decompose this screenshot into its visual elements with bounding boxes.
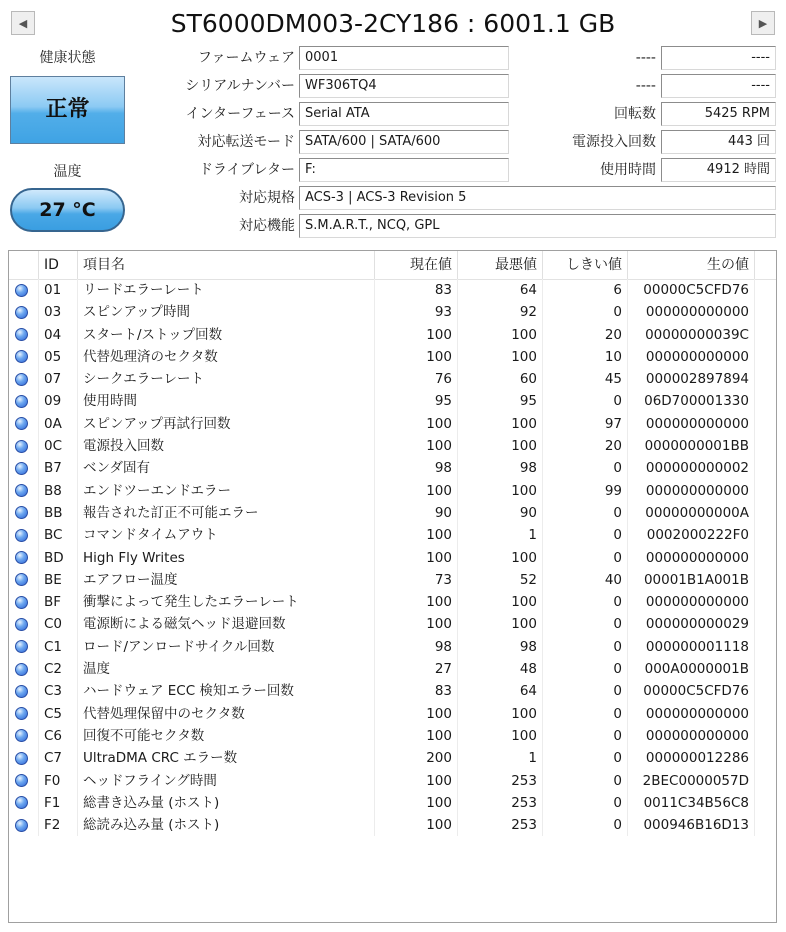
- features-label: 対応機能: [239, 218, 295, 234]
- table-row[interactable]: [9, 301, 776, 323]
- threshold-value-cell: 0: [543, 636, 628, 658]
- status-good-icon: [15, 373, 28, 386]
- health-status-button[interactable]: 正常: [10, 76, 125, 144]
- status-good-icon: [15, 819, 28, 832]
- current-value-cell: 83: [375, 279, 458, 301]
- raw-value-cell: 000000000000: [628, 591, 755, 613]
- current-value-cell: 98: [375, 636, 458, 658]
- header-current[interactable]: 現在値: [375, 251, 458, 279]
- table-row[interactable]: [9, 457, 776, 479]
- status-cell: [9, 346, 39, 368]
- status-cell: [9, 770, 39, 792]
- threshold-value-cell: 0: [543, 703, 628, 725]
- threshold-value-cell: 10: [543, 346, 628, 368]
- raw-value-cell: 000000001118: [628, 636, 755, 658]
- current-value-cell: 83: [375, 680, 458, 702]
- current-value-cell: 100: [375, 814, 458, 836]
- worst-value-cell: 100: [458, 613, 543, 635]
- attribute-name-cell: 代替処理済のセクタ数: [78, 346, 375, 368]
- current-value-cell: 100: [375, 792, 458, 814]
- status-cell: [9, 814, 39, 836]
- current-value-cell: 73: [375, 569, 458, 591]
- worst-value-cell: 100: [458, 591, 543, 613]
- id-cell: F1: [39, 792, 78, 814]
- threshold-value-cell: 0: [543, 301, 628, 323]
- table-row[interactable]: [9, 770, 776, 792]
- attribute-name-cell: エアフロー温度: [78, 569, 375, 591]
- worst-value-cell: 100: [458, 703, 543, 725]
- table-row[interactable]: [9, 346, 776, 368]
- power-on-count-label: 電源投入回数: [572, 134, 656, 150]
- right-arrow-icon: ▶: [758, 16, 768, 30]
- header-worst[interactable]: 最悪値: [458, 251, 543, 279]
- id-cell: C6: [39, 725, 78, 747]
- threshold-value-cell: 0: [543, 814, 628, 836]
- worst-value-cell: 100: [458, 547, 543, 569]
- current-value-cell: 100: [375, 770, 458, 792]
- attribute-name-cell: 代替処理保留中のセクタ数: [78, 703, 375, 725]
- id-cell: C2: [39, 658, 78, 680]
- current-value-cell: 100: [375, 524, 458, 546]
- id-cell: C0: [39, 613, 78, 635]
- temperature-label: 温度: [53, 164, 82, 180]
- threshold-value-cell: 0: [543, 658, 628, 680]
- attribute-name-cell: シークエラーレート: [78, 368, 375, 390]
- threshold-value-cell: 0: [543, 725, 628, 747]
- id-cell: 05: [39, 346, 78, 368]
- status-good-icon: [15, 707, 28, 720]
- transfer-mode-label: 対応転送モード: [197, 134, 295, 150]
- rotation-rate-label: 回転数: [614, 106, 656, 122]
- status-good-icon: [15, 752, 28, 765]
- power-on-count-field: 443 回: [661, 130, 776, 154]
- worst-value-cell: 52: [458, 569, 543, 591]
- worst-value-cell: 100: [458, 413, 543, 435]
- attribute-name-cell: リードエラーレート: [78, 279, 375, 301]
- table-row[interactable]: [9, 636, 776, 658]
- attribute-name-cell: 衝撃によって発生したエラーレート: [78, 591, 375, 613]
- serial-label: シリアルナンバー: [185, 78, 295, 94]
- raw-value-cell: 2BEC0000057D: [628, 770, 755, 792]
- raw-value-cell: 000000000000: [628, 301, 755, 323]
- threshold-value-cell: 0: [543, 390, 628, 412]
- worst-value-cell: 100: [458, 435, 543, 457]
- raw-value-cell: 00000C5CFD76: [628, 279, 755, 301]
- current-value-cell: 100: [375, 324, 458, 346]
- worst-value-cell: 60: [458, 368, 543, 390]
- threshold-value-cell: 0: [543, 591, 628, 613]
- status-good-icon: [15, 529, 28, 542]
- threshold-value-cell: 0: [543, 613, 628, 635]
- status-good-icon: [15, 663, 28, 676]
- id-cell: 0C: [39, 435, 78, 457]
- table-row[interactable]: [9, 814, 776, 836]
- status-good-icon: [15, 796, 28, 809]
- attribute-name-cell: UltraDMA CRC エラー数: [78, 747, 375, 769]
- id-cell: C3: [39, 680, 78, 702]
- status-cell: [9, 413, 39, 435]
- id-cell: BD: [39, 547, 78, 569]
- rotation-rate-field: 5425 RPM: [661, 102, 776, 126]
- raw-value-cell: 000000000000: [628, 413, 755, 435]
- status-good-icon: [15, 440, 28, 453]
- current-value-cell: 100: [375, 613, 458, 635]
- status-good-icon: [15, 729, 28, 742]
- attribute-name-cell: 電源投入回数: [78, 435, 375, 457]
- worst-value-cell: 1: [458, 747, 543, 769]
- table-row[interactable]: [9, 613, 776, 635]
- table-body: [9, 279, 776, 836]
- threshold-value-cell: 0: [543, 502, 628, 524]
- attribute-name-cell: ロード/アンロードサイクル回数: [78, 636, 375, 658]
- threshold-value-cell: 97: [543, 413, 628, 435]
- raw-value-cell: 0000000001BB: [628, 435, 755, 457]
- current-value-cell: 100: [375, 591, 458, 613]
- worst-value-cell: 90: [458, 502, 543, 524]
- raw-value-cell: 00000C5CFD76: [628, 680, 755, 702]
- worst-value-cell: 253: [458, 770, 543, 792]
- current-value-cell: 100: [375, 703, 458, 725]
- current-value-cell: 100: [375, 725, 458, 747]
- worst-value-cell: 100: [458, 725, 543, 747]
- transfer-mode-field: SATA/600 | SATA/600: [299, 130, 509, 154]
- raw-value-cell: 000000012286: [628, 747, 755, 769]
- status-cell: [9, 591, 39, 613]
- threshold-value-cell: 20: [543, 435, 628, 457]
- attribute-name-cell: 温度: [78, 658, 375, 680]
- raw-value-cell: 000000000000: [628, 703, 755, 725]
- attribute-name-cell: ハードウェア ECC 検知エラー回数: [78, 680, 375, 702]
- status-cell: [9, 502, 39, 524]
- table-row[interactable]: [9, 703, 776, 725]
- id-cell: C1: [39, 636, 78, 658]
- threshold-value-cell: 99: [543, 480, 628, 502]
- worst-value-cell: 92: [458, 301, 543, 323]
- status-cell: [9, 279, 39, 301]
- attribute-name-cell: 電源断による磁気ヘッド退避回数: [78, 613, 375, 635]
- status-cell: [9, 658, 39, 680]
- current-value-cell: 100: [375, 413, 458, 435]
- status-cell: [9, 636, 39, 658]
- attribute-name-cell: 使用時間: [78, 390, 375, 412]
- serial-field[interactable]: WF306TQ4: [299, 74, 509, 98]
- table-row[interactable]: [9, 502, 776, 524]
- raw-value-cell: 0011C34B56C8: [628, 792, 755, 814]
- drive-letter-field: F:: [299, 158, 509, 182]
- header-id[interactable]: ID: [39, 251, 78, 279]
- status-good-icon: [15, 484, 28, 497]
- worst-value-cell: 95: [458, 390, 543, 412]
- table-row[interactable]: [9, 324, 776, 346]
- attribute-name-cell: コマンドタイムアウト: [78, 524, 375, 546]
- drive-letter-label: ドライブレター: [198, 162, 295, 178]
- id-cell: B8: [39, 480, 78, 502]
- id-cell: C5: [39, 703, 78, 725]
- threshold-value-cell: 20: [543, 324, 628, 346]
- status-cell: [9, 457, 39, 479]
- raw-value-cell: 000000000002: [628, 457, 755, 479]
- status-cell: [9, 703, 39, 725]
- firmware-label: ファームウェア: [197, 50, 295, 66]
- worst-value-cell: 48: [458, 658, 543, 680]
- status-good-icon: [15, 551, 28, 564]
- header-attribute-name[interactable]: 項目名: [78, 251, 375, 279]
- table-header: [9, 251, 776, 280]
- worst-value-cell: 98: [458, 636, 543, 658]
- table-row[interactable]: [9, 480, 776, 502]
- status-good-icon: [15, 328, 28, 341]
- table-row[interactable]: [9, 680, 776, 702]
- status-good-icon: [15, 685, 28, 698]
- status-cell: [9, 480, 39, 502]
- id-cell: F2: [39, 814, 78, 836]
- power-on-hours-label: 使用時間: [600, 162, 656, 178]
- table-row[interactable]: [9, 725, 776, 747]
- current-value-cell: 100: [375, 547, 458, 569]
- smart-attributes-table[interactable]: [8, 250, 777, 923]
- status-good-icon: [15, 596, 28, 609]
- raw-value-cell: 06D700001330: [628, 390, 755, 412]
- attribute-name-cell: スタート/ストップ回数: [78, 324, 375, 346]
- table-row[interactable]: [9, 792, 776, 814]
- current-value-cell: 90: [375, 502, 458, 524]
- attribute-name-cell: 報告された訂正不可能エラー: [78, 502, 375, 524]
- id-cell: 09: [39, 390, 78, 412]
- status-good-icon: [15, 573, 28, 586]
- table-row[interactable]: [9, 591, 776, 613]
- raw-value-cell: 0002000222F0: [628, 524, 755, 546]
- status-good-icon: [15, 506, 28, 519]
- status-good-icon: [15, 395, 28, 408]
- status-cell: [9, 680, 39, 702]
- raw-value-cell: 000000000000: [628, 480, 755, 502]
- id-cell: BF: [39, 591, 78, 613]
- worst-value-cell: 64: [458, 279, 543, 301]
- power-on-hours-field: 4912 時間: [661, 158, 776, 182]
- interface-label: インターフェース: [185, 106, 295, 122]
- header-status[interactable]: [9, 251, 39, 279]
- right-info-1-label: ----: [635, 50, 656, 66]
- status-cell: [9, 547, 39, 569]
- id-cell: 01: [39, 279, 78, 301]
- raw-value-cell: 000A0000001B: [628, 658, 755, 680]
- table-row[interactable]: [9, 279, 776, 301]
- id-cell: 04: [39, 324, 78, 346]
- interface-field: Serial ATA: [299, 102, 509, 126]
- right-info-2-label: ----: [635, 78, 656, 94]
- status-good-icon: [15, 618, 28, 631]
- status-good-icon: [15, 284, 28, 297]
- current-value-cell: 100: [375, 346, 458, 368]
- status-cell: [9, 368, 39, 390]
- worst-value-cell: 253: [458, 792, 543, 814]
- worst-value-cell: 253: [458, 814, 543, 836]
- health-label: 健康状態: [39, 50, 96, 66]
- raw-value-cell: 000946B16D13: [628, 814, 755, 836]
- status-cell: [9, 301, 39, 323]
- table-row[interactable]: [9, 524, 776, 546]
- status-good-icon: [15, 774, 28, 787]
- attribute-name-cell: 総書き込み量 (ホスト): [78, 792, 375, 814]
- attribute-name-cell: 総読み込み量 (ホスト): [78, 814, 375, 836]
- table-row[interactable]: [9, 569, 776, 591]
- attribute-name-cell: 回復不可能セクタ数: [78, 725, 375, 747]
- header-threshold[interactable]: しきい値: [543, 251, 628, 279]
- threshold-value-cell: 0: [543, 680, 628, 702]
- threshold-value-cell: 45: [543, 368, 628, 390]
- left-arrow-icon: ◀: [18, 16, 28, 30]
- status-cell: [9, 524, 39, 546]
- id-cell: B7: [39, 457, 78, 479]
- raw-value-cell: 00001B1A001B: [628, 569, 755, 591]
- id-cell: BC: [39, 524, 78, 546]
- right-info-2-field: ----: [661, 74, 776, 98]
- table-row[interactable]: [9, 390, 776, 412]
- standard-field: ACS-3 | ACS-3 Revision 5: [299, 186, 776, 210]
- disk-title: ST6000DM003-2CY186 : 6001.1 GB: [170, 9, 616, 38]
- worst-value-cell: 100: [458, 324, 543, 346]
- attribute-name-cell: ヘッドフライング時間: [78, 770, 375, 792]
- raw-value-cell: 000002897894: [628, 368, 755, 390]
- raw-value-cell: 00000000000A: [628, 502, 755, 524]
- status-cell: [9, 569, 39, 591]
- worst-value-cell: 100: [458, 346, 543, 368]
- status-cell: [9, 747, 39, 769]
- current-value-cell: 200: [375, 747, 458, 769]
- threshold-value-cell: 0: [543, 792, 628, 814]
- threshold-value-cell: 0: [543, 457, 628, 479]
- status-cell: [9, 390, 39, 412]
- id-cell: 07: [39, 368, 78, 390]
- threshold-value-cell: 6: [543, 279, 628, 301]
- threshold-value-cell: 40: [543, 569, 628, 591]
- worst-value-cell: 1: [458, 524, 543, 546]
- id-cell: BE: [39, 569, 78, 591]
- table-row[interactable]: [9, 547, 776, 569]
- table-row[interactable]: [9, 413, 776, 435]
- status-cell: [9, 613, 39, 635]
- previous-disk-button[interactable]: [11, 11, 35, 35]
- status-good-icon: [15, 462, 28, 475]
- status-good-icon: [15, 350, 28, 363]
- table-row[interactable]: [9, 435, 776, 457]
- current-value-cell: 76: [375, 368, 458, 390]
- features-field: S.M.A.R.T., NCQ, GPL: [299, 214, 776, 238]
- threshold-value-cell: 0: [543, 524, 628, 546]
- current-value-cell: 98: [375, 457, 458, 479]
- right-info-1-field: ----: [661, 46, 776, 70]
- status-good-icon: [15, 417, 28, 430]
- status-good-icon: [15, 640, 28, 653]
- raw-value-cell: 00000000039C: [628, 324, 755, 346]
- current-value-cell: 100: [375, 480, 458, 502]
- raw-value-cell: 000000000000: [628, 725, 755, 747]
- standard-label: 対応規格: [239, 190, 295, 206]
- raw-value-cell: 000000000000: [628, 547, 755, 569]
- attribute-name-cell: スピンアップ再試行回数: [78, 413, 375, 435]
- temperature-button[interactable]: 27 °C: [10, 188, 125, 232]
- worst-value-cell: 64: [458, 680, 543, 702]
- threshold-value-cell: 0: [543, 770, 628, 792]
- worst-value-cell: 100: [458, 480, 543, 502]
- status-cell: [9, 725, 39, 747]
- header-raw-value[interactable]: 生の値: [628, 251, 755, 279]
- status-cell: [9, 792, 39, 814]
- worst-value-cell: 98: [458, 457, 543, 479]
- id-cell: BB: [39, 502, 78, 524]
- current-value-cell: 93: [375, 301, 458, 323]
- raw-value-cell: 000000000000: [628, 346, 755, 368]
- status-cell: [9, 324, 39, 346]
- threshold-value-cell: 0: [543, 547, 628, 569]
- threshold-value-cell: 0: [543, 747, 628, 769]
- current-value-cell: 95: [375, 390, 458, 412]
- current-value-cell: 27: [375, 658, 458, 680]
- attribute-name-cell: ベンダ固有: [78, 457, 375, 479]
- raw-value-cell: 000000000029: [628, 613, 755, 635]
- id-cell: C7: [39, 747, 78, 769]
- id-cell: 0A: [39, 413, 78, 435]
- table-row[interactable]: [9, 368, 776, 390]
- status-good-icon: [15, 306, 28, 319]
- id-cell: 03: [39, 301, 78, 323]
- attribute-name-cell: スピンアップ時間: [78, 301, 375, 323]
- id-cell: F0: [39, 770, 78, 792]
- table-row[interactable]: [9, 747, 776, 769]
- attribute-name-cell: エンドツーエンドエラー: [78, 480, 375, 502]
- firmware-field: 0001: [299, 46, 509, 70]
- attribute-name-cell: High Fly Writes: [78, 547, 375, 569]
- status-cell: [9, 435, 39, 457]
- table-row[interactable]: [9, 658, 776, 680]
- next-disk-button[interactable]: [751, 11, 775, 35]
- current-value-cell: 100: [375, 435, 458, 457]
